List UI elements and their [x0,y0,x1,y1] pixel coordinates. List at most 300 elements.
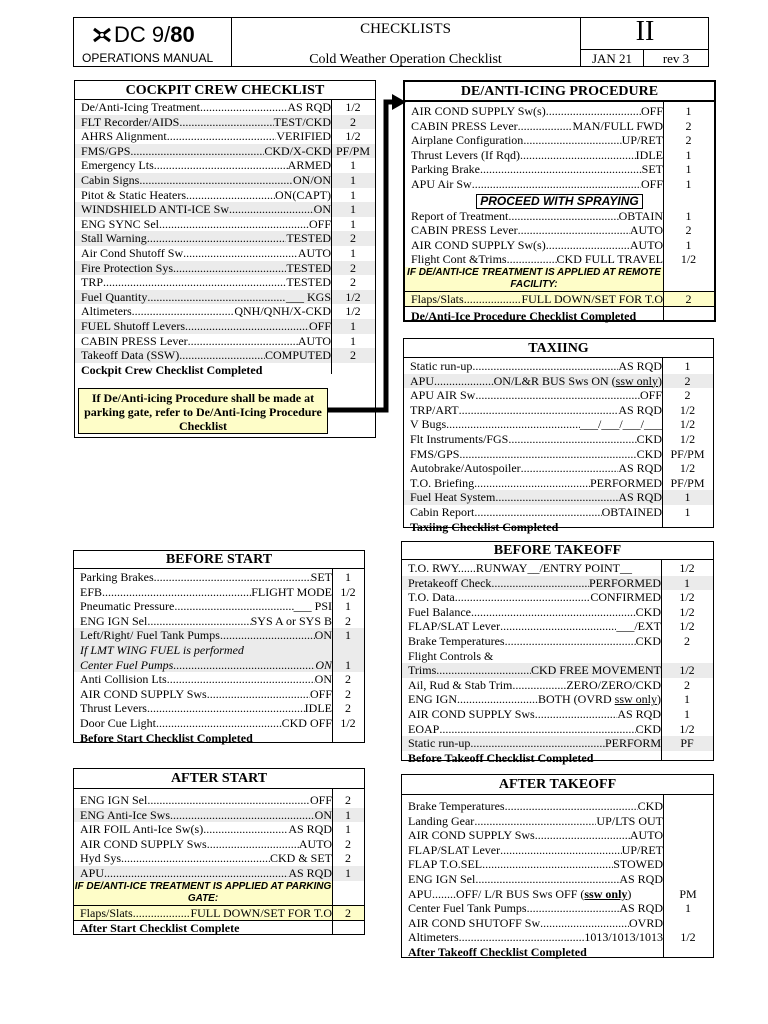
column-divider [332,569,333,742]
deice-callout-note: If De/Anti-icing Procedure shall be made at parking gate, refer to De/Anti-Icing Procedure Checklist [78,388,328,434]
checklist-row [405,104,714,119]
item-value: TESTED [286,275,331,290]
item-value: ON [315,657,332,672]
item-value: TESTED [286,231,331,246]
leader-dots [472,359,618,374]
item-label: ENG SYNC Sel [81,216,160,231]
column-divider [663,795,664,957]
leader-dots [491,576,589,591]
item-crew: PM [679,886,697,901]
leader-dots [203,822,288,837]
item-label: Center Fuel Pumps [80,657,174,672]
item-crew: 2 [350,275,356,290]
item-label: APU Air Sw [411,176,472,191]
item-label: Static run-up [408,736,471,751]
item-value: OFF [640,104,663,118]
item-value: AUTO [297,245,331,260]
leader-dots [495,490,618,505]
item-crew: 2 [345,836,351,851]
item-crew: 1/2 [345,304,361,319]
item-value: AUTO [629,237,663,252]
item-label: T.O. Data [408,590,455,605]
leader-dots [229,202,314,217]
completed-row [402,945,713,960]
item-label: Brake Temperatures [408,799,505,813]
checklist-row [74,672,364,687]
leader-dots [200,100,287,115]
checklist-row [402,605,713,620]
section-title: COCKPIT CREW CHECKLIST [75,81,375,100]
item-crew: 2 [350,114,356,129]
item-label: Emergency Lts [81,158,154,173]
item-label: APU [410,373,435,388]
item-crew: 1 [684,359,691,373]
leader-dots [474,505,601,520]
item-crew [332,643,364,658]
item-label: Autobrake/Autospoiler [410,461,521,476]
checklist-row [402,663,713,678]
checklist-row [402,872,713,887]
leader-dots [512,678,566,693]
item-crew: 1/2 [680,252,697,267]
completed-row [402,751,713,766]
item-crew: 1/2 [679,461,696,476]
checklist-row [405,223,714,238]
leader-dots [475,388,640,403]
item-value: AUTO [297,333,331,348]
item-label: WINDSHIELD ANTI-ICE Sw [81,202,229,217]
checklist-row [404,447,713,462]
item-label: FMS/GPS [81,143,131,158]
checklist-row [74,793,364,808]
leader-dots [482,857,613,872]
checklist-row [404,417,713,432]
leader-dots [220,628,315,643]
item-crew: 2 [684,388,691,403]
item-label: AHRS Alignment [81,129,167,144]
item-label: EOAP [408,721,440,736]
item-value: ___/___/___/___ [579,417,662,432]
remote-facility-note: IF DE/ANTI-ICE TREATMENT IS APPLIED AT REMOTE FACILITY: [405,267,663,291]
item-value: ON [314,672,332,687]
leader-dots [455,590,591,605]
section-title: TAXIING [404,339,713,358]
item-value: AS RQD [617,706,661,721]
dc9-logo [94,22,195,48]
after-takeoff-checklist [401,774,714,958]
item-label: CABIN PRESS Lever [411,223,518,238]
column-divider [332,789,333,934]
item-label: APU........OFF/ L/R BUS Sws OFF ( [408,886,585,901]
flaps-row [405,291,714,307]
item-value: 1013/1013/1013 [584,930,663,945]
item-crew: 1 [345,628,351,643]
item-label: Fuel Balance [408,604,471,619]
leader-dots [505,799,638,814]
item-value-underlined: ssw only [614,692,657,707]
leader-dots [147,614,250,629]
completed-label: De/Anti-Ice Procedure Checklist Completed [411,308,637,323]
leader-dots [527,901,620,916]
item-value: CKD [636,446,662,461]
item-value: CKD [636,431,662,446]
item-crew: 1 [345,865,351,880]
checklist-row [404,461,713,476]
item-crew: 1/2 [679,402,696,417]
item-crew [663,872,713,887]
item-crew: 1 [350,245,356,260]
item-label: Air Cond Shutoff Sw [81,245,184,260]
leader-dots [147,290,286,305]
item-crew [663,799,713,814]
checklist-row [404,490,713,505]
item-crew: 1 [345,807,351,822]
item-value: ___ PSI [293,599,332,614]
item-value: SET [310,570,332,584]
checklist-row [74,614,364,629]
logo-prefix: DC 9/ [114,22,171,47]
item-value: SYS A or SYS B [250,613,332,628]
item-label: FLAP/SLAT Lever [408,619,501,634]
item-crew: 2 [350,348,356,363]
item-crew: 2 [684,677,690,692]
item-crew: 2 [685,133,692,148]
item-value: CKD FREE MOVEMENT [530,663,661,678]
item-label: Flaps/Slats [80,905,133,920]
leader-dots [507,252,557,267]
checklist-row [74,658,364,673]
item-label: Altimeters [81,304,132,319]
item-crew: 1 [685,901,691,916]
item-value: TESTED [286,260,331,275]
item-crew: PF/PM [670,446,705,461]
item-label: Hyd Sys [80,851,122,866]
item-label: EFB [80,584,103,599]
item-label: APU AIR Sw [410,388,476,403]
checklist-row [405,133,714,148]
leader-dots [147,793,310,808]
item-crew: 1/2 [345,129,361,144]
item-crew: 2 [685,291,692,306]
leader-dots [132,304,235,319]
leader-dots [475,872,619,887]
checklist-row [402,576,713,591]
item-value: BOTH (OVRD [537,692,615,707]
item-crew: 2 [345,905,351,920]
item-value: OVRD [628,915,663,930]
leader-dots [480,162,642,177]
item-label: AIR COND SUPPLY Sws [408,706,535,721]
item-crew: 1 [350,202,356,217]
item-label: Left/Right/ Fuel Tank Pumps [80,628,220,643]
airline-mark-icon [92,27,112,43]
leader-dots [500,843,622,858]
leader-dots [174,599,293,614]
item-value: PERFORM [604,736,661,751]
item-label: Airplane Configuration [411,133,524,148]
item-crew: 1 [350,158,356,173]
leader-dots [183,246,298,261]
item-crew: 2 [345,672,351,687]
item-label: ENG IGN Sel [80,793,148,807]
item-value: OFF [309,793,332,807]
logo-suffix: 80 [170,22,195,47]
item-crew: 1 [684,490,691,505]
leader-dots [185,319,309,334]
leader-dots [520,148,636,163]
leader-dots [472,177,641,192]
item-crew [663,916,713,931]
checklist-row [405,119,714,134]
item-crew: 1 [684,692,690,707]
item-value: ON/L&R BUS Sws ON ( [493,373,616,388]
item-crew: 1/2 [679,590,695,605]
checklist-row [404,432,713,447]
item-label: Landing Gear [408,813,475,828]
item-value: CKD [637,799,663,813]
item-label: CABIN PRESS Lever [81,333,188,348]
item-value: COMPUTED [264,348,331,363]
item-value: ON/ON [293,172,331,187]
manual-name: OPERATIONS MANUAL [82,51,214,65]
item-label: Stall Warning [81,231,147,246]
checklist-row [405,238,714,253]
item-value: CKD OFF [281,715,332,730]
item-crew: 1/2 [340,715,356,730]
page-title: CHECKLISTS [360,21,451,37]
item-label: Thrust Levers [80,701,147,716]
parking-gate-note: IF DE/ANTI-ICE TREATMENT IS APPLIED AT PARKING GATE: [74,880,332,904]
section-title: AFTER TAKEOFF [402,775,713,795]
section-title: BEFORE START [74,551,364,569]
item-crew: 2 [685,223,692,238]
checklist-row [402,634,713,649]
leader-dots [130,144,264,159]
item-label: FLAP/SLAT Lever [408,842,501,857]
item-crew: 2 [684,633,690,648]
leader-dots [546,238,630,253]
item-crew: 1 [350,333,356,348]
item-value: ON [313,202,331,217]
checklist-row [402,828,713,843]
item-value: AS RQD [287,100,331,114]
checklist-row [74,570,364,585]
item-crew: 2 [350,231,356,246]
item-label: APU [80,865,105,880]
leader-dots [535,828,630,843]
item-crew: 1 [350,318,356,333]
procedure-arrow [328,90,408,420]
item-value: CKD/X-CKD [264,143,331,158]
item-value: OFF [308,216,331,231]
deice-procedure-checklist [403,80,716,322]
checklist-row [74,643,364,658]
item-label: V Bugs [410,417,447,432]
item-label: T.O. RWY......RUNWAY__/ENTRY POINT__ [408,561,633,575]
leader-dots [459,447,636,462]
leader-dots [207,687,310,702]
item-value: AS RQD [618,490,662,505]
leader-dots [446,417,580,432]
leader-dots [434,374,494,389]
item-crew: 1 [345,657,351,672]
item-label: Pneumatic Pressure [80,599,175,614]
checklist-row [74,687,364,702]
leader-dots [471,605,636,620]
item-value: OBTAIN [618,208,663,223]
checklist-row [402,901,713,916]
item-crew [661,649,713,664]
item-label: De/Anti-Icing Treatment [81,100,200,114]
checklist-row [74,808,364,823]
section-title: BEFORE TAKEOFF [402,542,713,560]
completed-row [74,731,364,746]
item-label: Thrust Levers (If Rqd) [411,147,520,162]
item-label: AIR COND SUPPLY Sws [408,828,535,843]
item-crew: 1/2 [340,584,356,599]
flaps-row [74,905,364,922]
item-value: UP/LTS OUT [596,813,663,828]
leader-dots [508,209,618,224]
checklist-row [404,505,713,520]
item-crew: 2 [345,686,351,701]
item-value: STOWED [613,857,663,872]
checklist-row [405,148,714,163]
item-value: MAN/FULL FWD [572,118,663,133]
checklist-row [74,585,364,600]
checklist-row [404,476,713,491]
checklist-row [402,843,713,858]
item-crew: 2 [684,373,691,388]
item-value: QNH/QNH/X-CKD [234,304,331,319]
item-label: Flight Controls & [408,648,494,663]
leader-dots [505,634,636,649]
item-value-suffix: ) [658,373,662,388]
item-value: ON(CAPT) [275,187,331,202]
leader-dots [159,217,309,232]
item-label: ENG IGN Sel [408,871,476,886]
leader-dots [154,570,311,585]
checklist-row [402,692,713,707]
item-value: ___ KGS [285,289,331,304]
item-crew: 2 [685,118,692,133]
item-value: OFF [640,176,663,191]
item-value: CKD FULL TRAVEL [556,252,663,267]
item-value-group [538,692,661,707]
item-value: IDLE [635,147,663,162]
checklist-row [404,388,713,403]
leader-dots [546,104,641,119]
item-value: AS RQD [618,461,662,476]
item-crew: 1 [685,208,692,223]
item-value: UP/RET [621,842,663,857]
item-value: ZERO/ZERO/CKD [566,677,661,692]
before-start-checklist [73,550,365,743]
item-crew: 2 [345,613,351,628]
checklist-row [402,678,713,693]
checklist-row [405,209,714,224]
section-title: DE/ANTI-ICING PROCEDURE [405,82,714,102]
item-label: Takeoff Data (SSW) [81,348,180,363]
item-crew: 2 [350,260,356,275]
leader-dots [523,133,621,148]
item-label: Fuel Heat System [410,490,496,505]
item-label: FMS/GPS [410,446,460,461]
completed-label: After Start Checklist Complete [80,921,240,936]
item-label: Anti Collision Lts [80,672,167,687]
item-crew: 2 [345,793,351,807]
item-value: IDLE [304,701,332,716]
item-crew: 1 [685,237,692,252]
item-label: Static run-up [410,359,473,373]
leader-dots [459,403,619,418]
item-value: AS RQD [618,359,662,373]
item-label: FLAP T.O.SEL [408,857,483,872]
checklist-row [402,722,713,737]
item-label: T.O. Briefing [410,475,475,490]
leader-dots [439,722,635,737]
item-crew: 1/2 [679,417,696,432]
leader-dots [188,334,298,349]
leader-dots [154,158,288,173]
checklist-row [74,866,364,881]
item-value: OFF [639,388,662,403]
item-label: Flt Instruments/FGS [410,431,509,446]
item-crew: PF/PM [335,143,371,158]
checklist-row [404,374,713,389]
item-label: Ail, Rud & Stab Trim [408,677,513,692]
item-value: OBTAINED [601,504,662,519]
item-value: AS RQD [288,822,332,837]
section-title: AFTER START [74,769,364,789]
item-label: TRP/ART [410,402,459,417]
item-label: CABIN PRESS Lever [411,118,518,133]
item-crew: 1/2 [680,930,696,945]
item-label: Trims [408,663,437,678]
item-value: FULL DOWN/SET FOR T.O [190,905,332,920]
item-label: AIR COND SUPPLY Sw(s) [411,104,546,118]
item-label: Report of Treatment [411,208,509,223]
item-label: Center Fuel Tank Pumps [408,901,527,916]
item-label: Pretakeoff Check [408,575,492,590]
item-crew: 1/2 [345,289,361,304]
item-crew: 1 [345,599,351,614]
item-label: FUEL Shutoff Levers [81,318,185,333]
leader-dots [508,432,636,447]
leader-dots [540,916,629,931]
item-value: OFF [308,318,331,333]
item-crew [663,814,713,829]
item-label: Parking Brakes [80,570,154,584]
item-value: AUTO [298,836,332,851]
item-value: CONFIRMED [590,590,661,605]
item-value: ON [314,807,332,822]
item-value: ARMED [287,158,331,173]
item-label: Cabin Signs [81,172,140,187]
leader-dots [474,814,596,829]
item-label: AIR COND SUPPLY Sws [80,686,207,701]
item-crew: 1 [345,822,351,837]
checklist-row [402,561,713,576]
page-subtitle: Cold Weather Operation Checklist [309,52,502,67]
item-label: AIR COND SHUTOFF Sw [408,915,541,930]
checklist-row [74,822,364,837]
checklist-row [402,857,713,872]
item-crew: 1 [350,172,356,187]
item-value: SET [641,162,663,177]
item-label: Brake Temperatures [408,633,505,648]
leader-dots [436,663,531,678]
